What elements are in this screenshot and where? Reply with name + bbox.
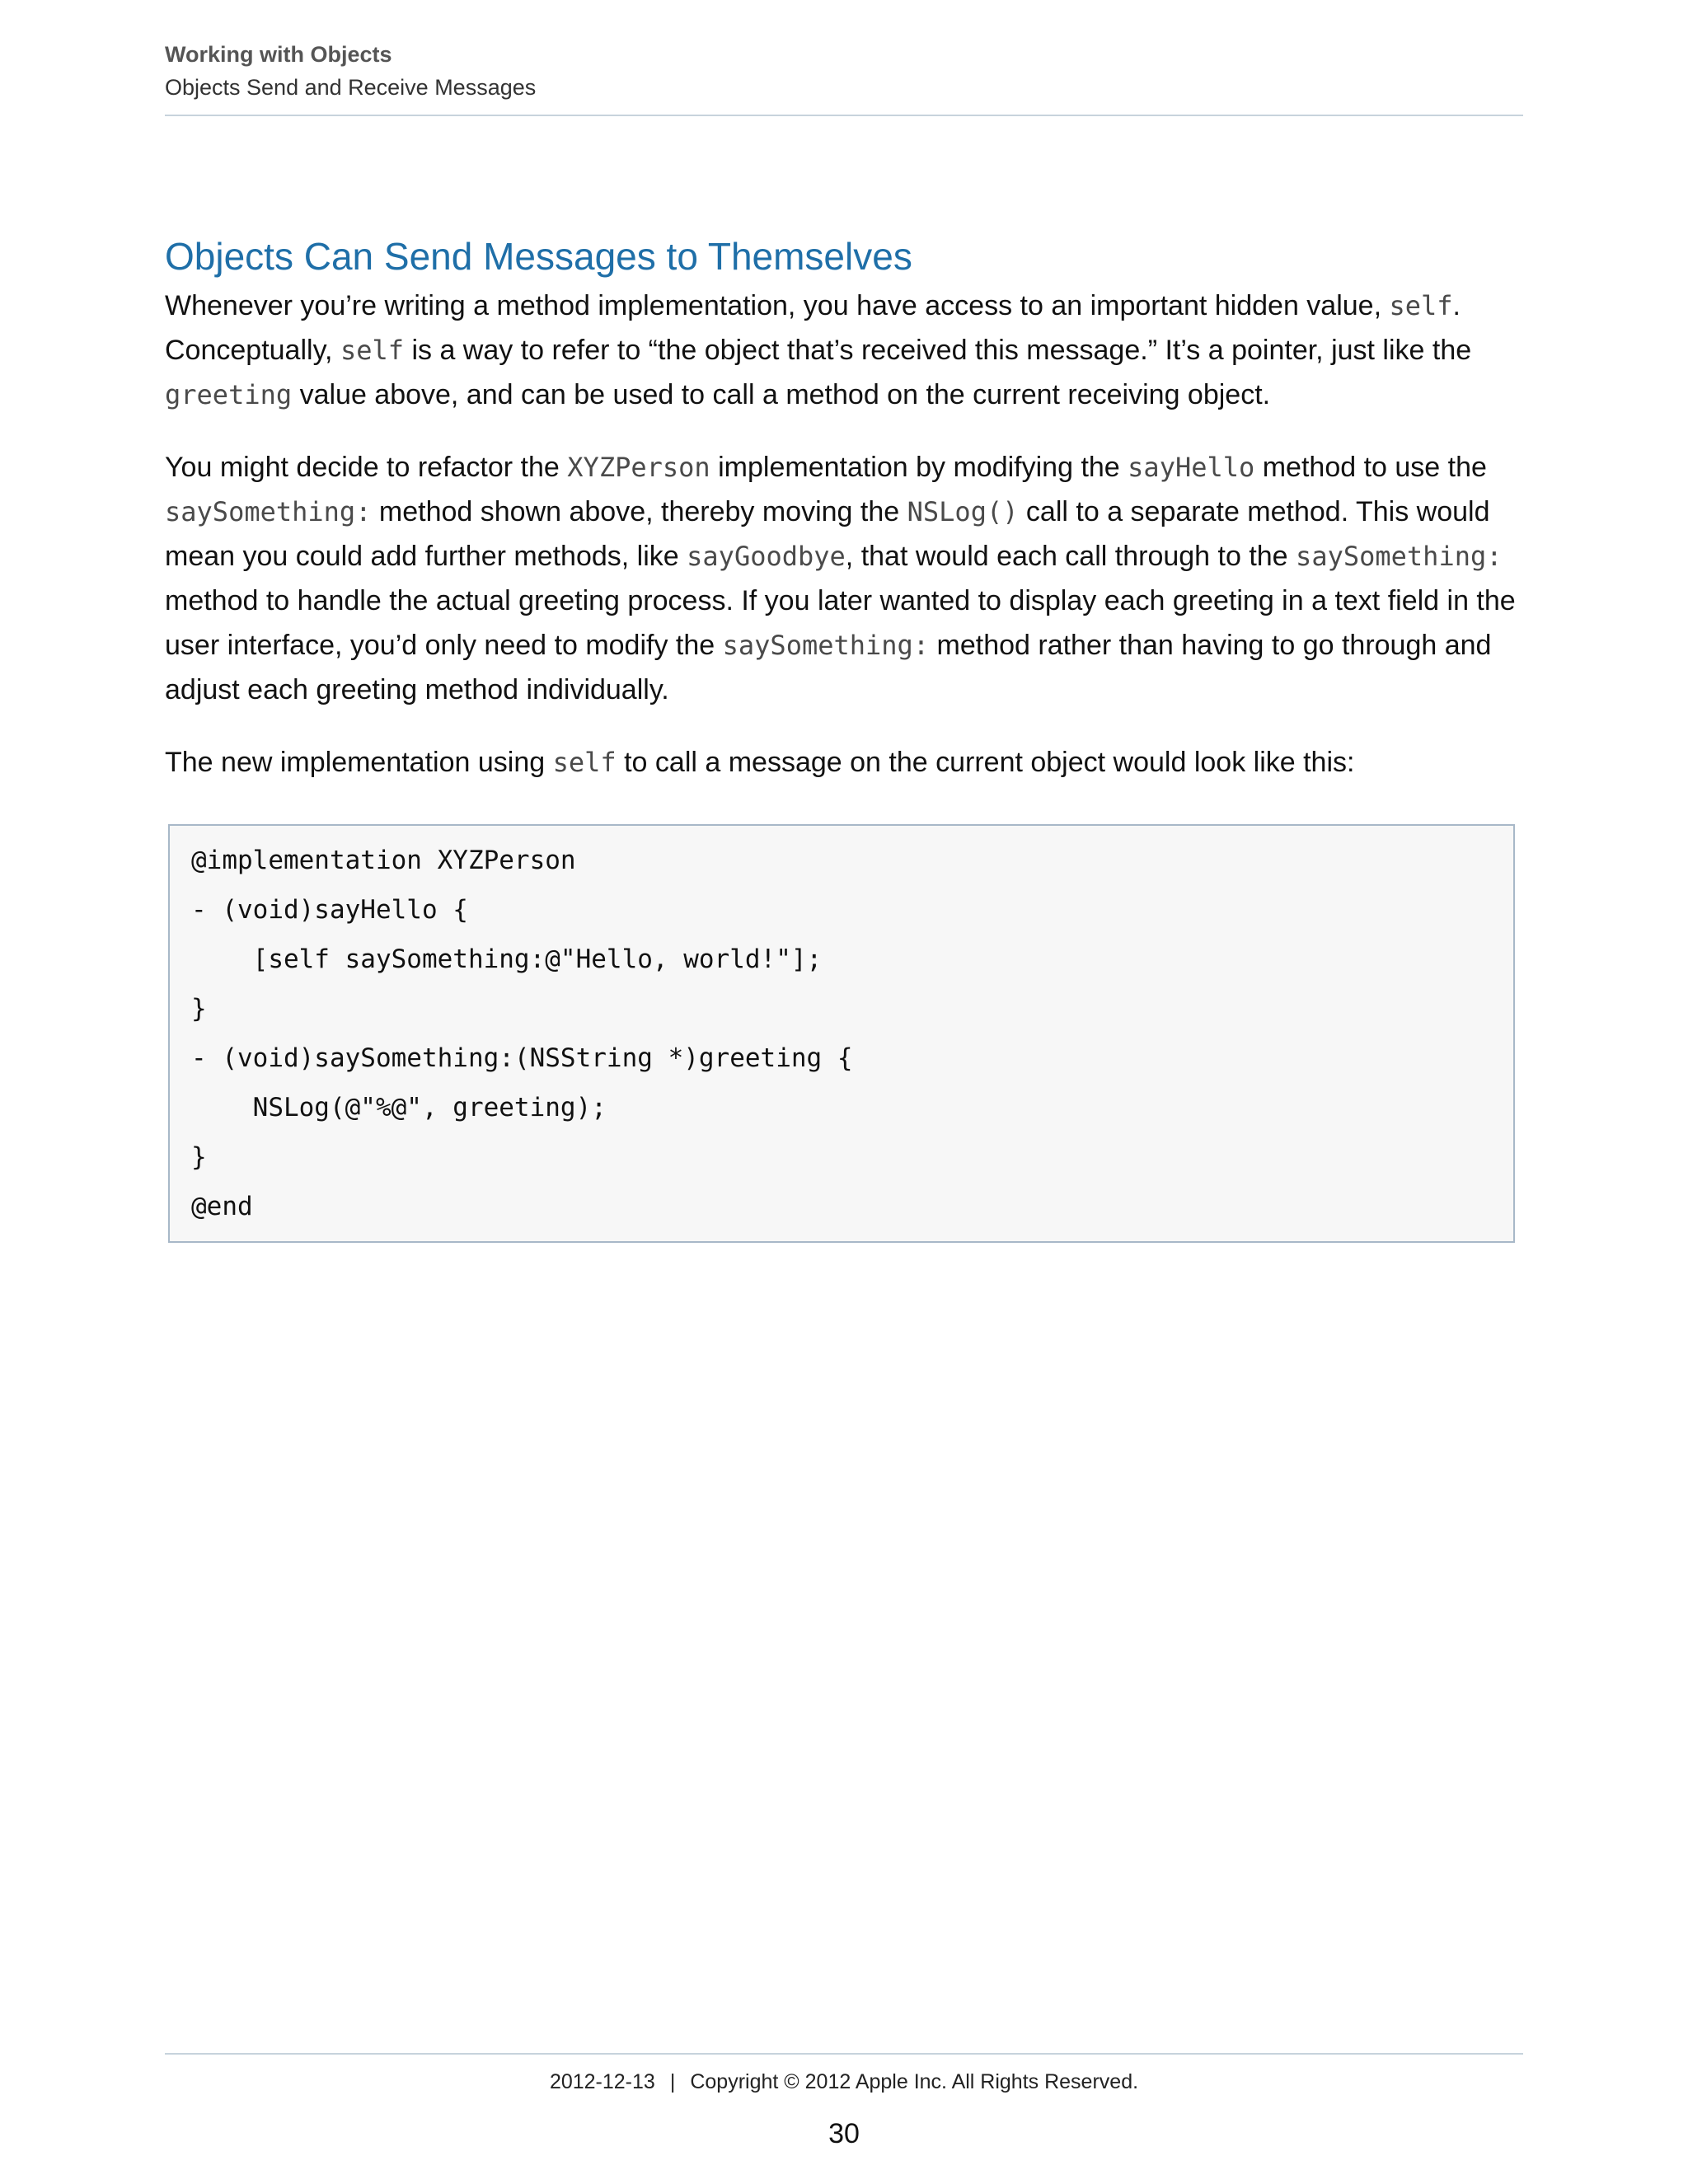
paragraph-text: method rather than having to go through and adjust each greeting method individually.	[165, 630, 1492, 705]
footer-date: 2012-12-13	[549, 2070, 655, 2093]
inline-code: sayGoodbye	[687, 541, 846, 572]
paragraph-text: value above, and can be used to call a method on the current receiving object.	[292, 379, 1271, 410]
inline-code: saySomething:	[1296, 541, 1503, 572]
paragraph-text: method shown above, thereby moving the	[371, 496, 907, 527]
paragraph-text: , that would each call through to the	[845, 541, 1296, 572]
footer-separator: |	[669, 2070, 676, 2093]
code-line: - (void)sayHello {	[191, 895, 468, 925]
footer	[165, 2065, 1523, 2098]
paragraph-text: implementation by modifying the	[710, 452, 1128, 483]
chapter-title: Working with Objects	[165, 42, 392, 67]
main-content	[165, 229, 1525, 785]
paragraph	[165, 740, 1525, 785]
inline-code: saySomething:	[165, 496, 372, 527]
paragraph-text: to call a message on the current object would look like this:	[616, 747, 1355, 778]
inline-code: self	[1389, 290, 1453, 321]
inline-code: sayHello	[1128, 452, 1255, 483]
paragraph-text: The new implementation using	[165, 747, 553, 778]
inline-code: greeting	[165, 379, 293, 410]
code-listing	[168, 824, 1515, 1243]
code-line: @implementation XYZPerson	[191, 846, 576, 875]
inline-code: saySomething:	[722, 630, 930, 661]
header-divider	[165, 115, 1523, 116]
section-heading: Objects Can Send Messages to Themselves	[165, 235, 912, 278]
code-line: }	[191, 994, 207, 1024]
paragraph-text: method to use the	[1254, 452, 1487, 483]
paragraph-text: Whenever you’re writing a method implementation, you have access to an important hidden value,	[165, 290, 1390, 321]
paragraph-text: is a way to refer to “the object that’s received this message.” It’s a pointer, just like the	[404, 335, 1472, 366]
page-number: 30	[828, 2118, 860, 2149]
inline-code: XYZPerson	[567, 452, 710, 483]
paragraph	[165, 445, 1525, 712]
code-line: [self saySomething:@"Hello, world!"];	[191, 944, 823, 974]
paragraph-text: . Conceptually,	[165, 290, 1461, 366]
running-header	[165, 38, 1523, 104]
inline-code: self	[552, 747, 617, 778]
code-line: - (void)saySomething:(NSString *)greeting {	[191, 1043, 853, 1073]
code-line: NSLog(@"%@", greeting);	[191, 1093, 607, 1122]
inline-code: NSLog()	[907, 496, 1019, 527]
paragraph-text: call to a separate method. This would mean you could add further methods, like	[165, 496, 1490, 572]
paragraph-text: method to handle the actual greeting process. If you later wanted to display each greeting in a text field in the user interface, you’d only need to modify the	[165, 585, 1516, 661]
paragraph-text: You might decide to refactor the	[165, 452, 568, 483]
paragraph	[165, 284, 1525, 417]
footer-copyright: Copyright © 2012 Apple Inc. All Rights Reserved.	[690, 2070, 1139, 2093]
code-line: @end	[191, 1192, 253, 1221]
section-title: Objects Send and Receive Messages	[165, 75, 537, 100]
code-line: }	[191, 1142, 207, 1172]
inline-code: self	[340, 335, 404, 366]
footer-divider	[165, 2053, 1523, 2055]
